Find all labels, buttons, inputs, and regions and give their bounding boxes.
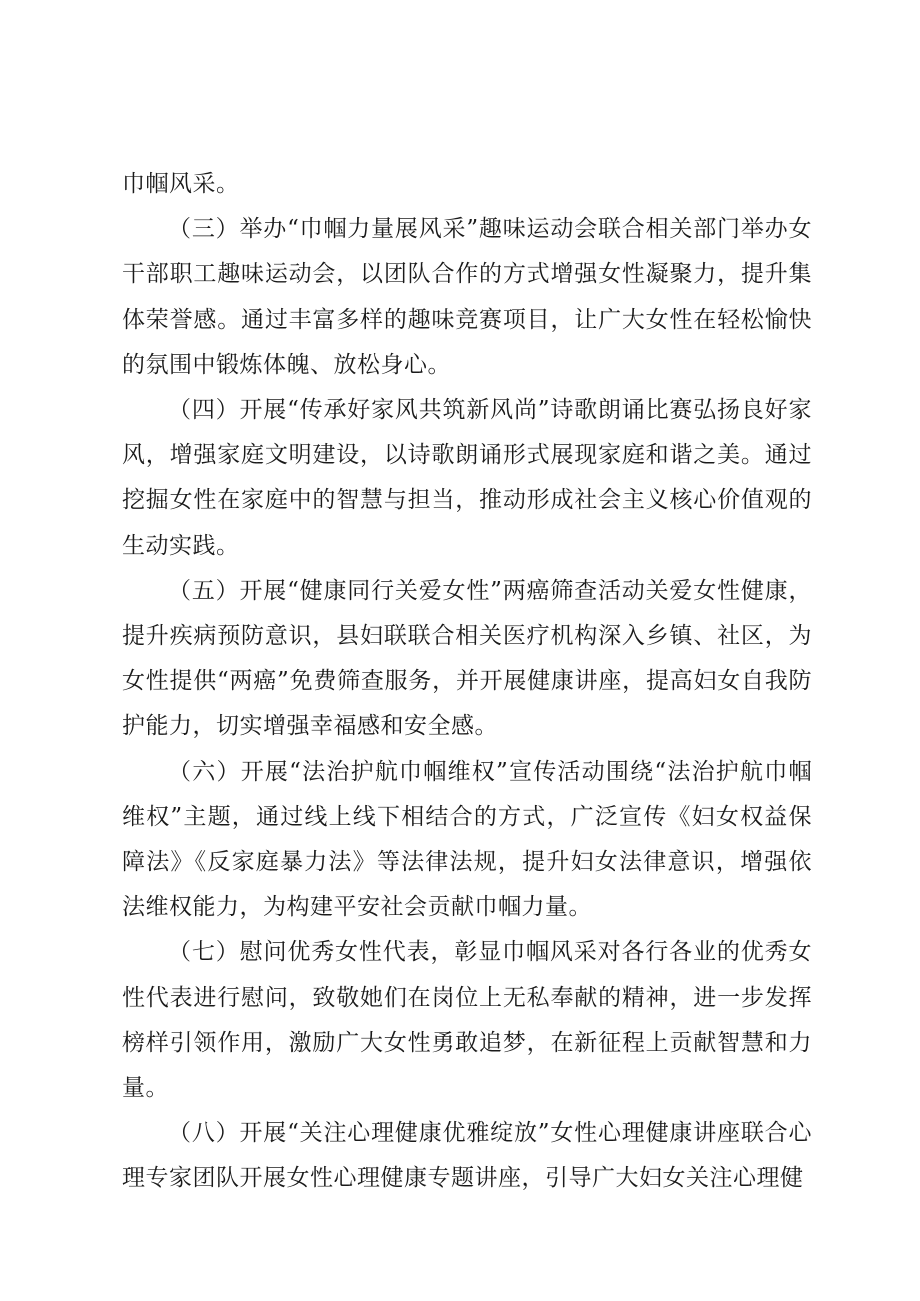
paragraph-continuation: 巾帼风采。 <box>122 171 240 197</box>
paragraph-item-7: （七）慰问优秀女性代表，彰显巾帼风采对各行各业的优秀女性代表进行慰问，致敬她们在岗位上无私奉献的精神，进一步发挥榜样引领作用，激励广大女性勇敢追梦，在新征程上贡献智慧和力量。 <box>122 939 812 1102</box>
paragraph-item-8: （八）开展“关注心理健康优雅绽放”女性心理健康讲座联合心理专家团队开展女性心理健康专题讲座，引导广大妇女关注心理健 <box>122 1120 812 1192</box>
paragraph-item-3: （三）举办“巾帼力量展风采”趣味运动会联合相关部门举办女干部职工趣味运动会，以团队合作的方式增强女性凝聚力，提升集体荣誉感。通过丰富多样的趣味竞赛项目，让广大女性在轻松愉快的氛围中锻炼体魄、放松身心。 <box>122 216 812 378</box>
paragraph-item-6: （六）开展“法治护航巾帼维权”宣传活动围绕“法治护航巾帼维权”主题，通过线上线下相结合的方式，广泛宣传《妇女权益保障法》《反家庭暴力法》等法律法规，提升妇女法律意识，增强依法维权能力，为构建平安社会贡献巾帼力量。 <box>122 758 812 921</box>
paragraph-item-5: （五）开展“健康同行关爱女性”两癌筛查活动关爱女性健康，提升疾病预防意识，县妇联联合相关医疗机构深入乡镇、社区，为女性提供“两癌”免费筛查服务，并开展健康讲座，提高妇女自我防护能力，切实增强幸福感和安全感。 <box>122 577 812 740</box>
paragraph-item-4: （四）开展“传承好家风共筑新风尚”诗歌朗诵比赛弘扬良好家风，增强家庭文明建设，以诗歌朗诵形式展现家庭和谐之美。通过挖掘女性在家庭中的智慧与担当，推动形成社会主义核心价值观的生动实践。 <box>122 397 812 559</box>
document-body <box>122 162 812 1202</box>
